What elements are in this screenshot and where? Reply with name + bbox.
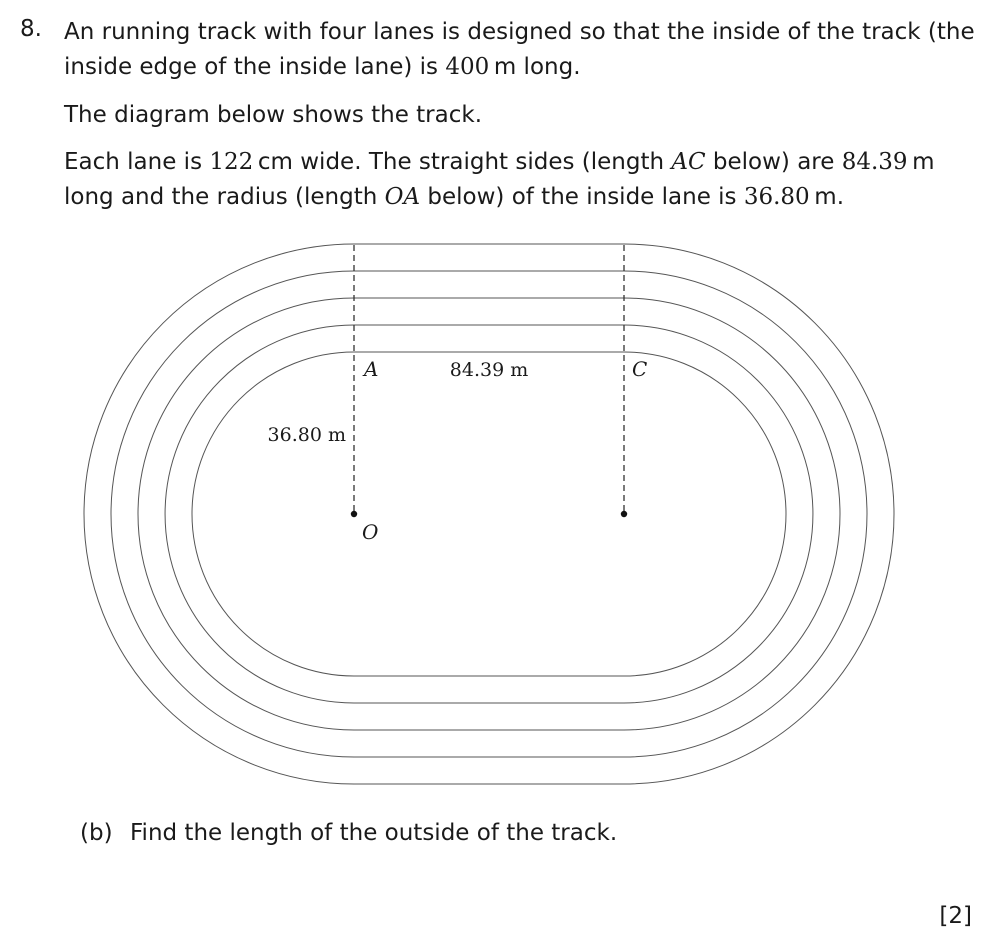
label-A: A	[364, 357, 379, 381]
lane-boundary	[192, 352, 786, 676]
part-b-text: Find the length of the outside of the track.	[130, 820, 618, 846]
label-C: C	[632, 357, 648, 381]
straight-length-label: 84.39 m	[449, 359, 529, 381]
part-b	[80, 820, 617, 846]
center-point-right	[621, 511, 627, 517]
part-b-label: (b)	[80, 820, 113, 846]
track-lanes	[84, 244, 894, 784]
lane-boundary	[111, 271, 867, 757]
label-O: O	[362, 520, 379, 544]
lane-boundary	[165, 325, 813, 703]
radius-length-label: 36.80 m	[267, 424, 346, 446]
question-diagram-intro: The diagram below shows the track.	[64, 102, 483, 128]
question-dimensions: Each lane is 122 cm wide. The straight sides (length AC below) are 84.39 m long and the radius (length OA below) of the inside lane is 36.80 m.	[64, 149, 935, 210]
question-intro: An running track with four lanes is designed so that the inside of the track (the inside edge of the inside lane) is 400 m long.	[64, 19, 975, 80]
question-number: 8.	[20, 16, 42, 42]
center-point-O	[351, 511, 357, 517]
marks: [2]	[939, 903, 972, 929]
